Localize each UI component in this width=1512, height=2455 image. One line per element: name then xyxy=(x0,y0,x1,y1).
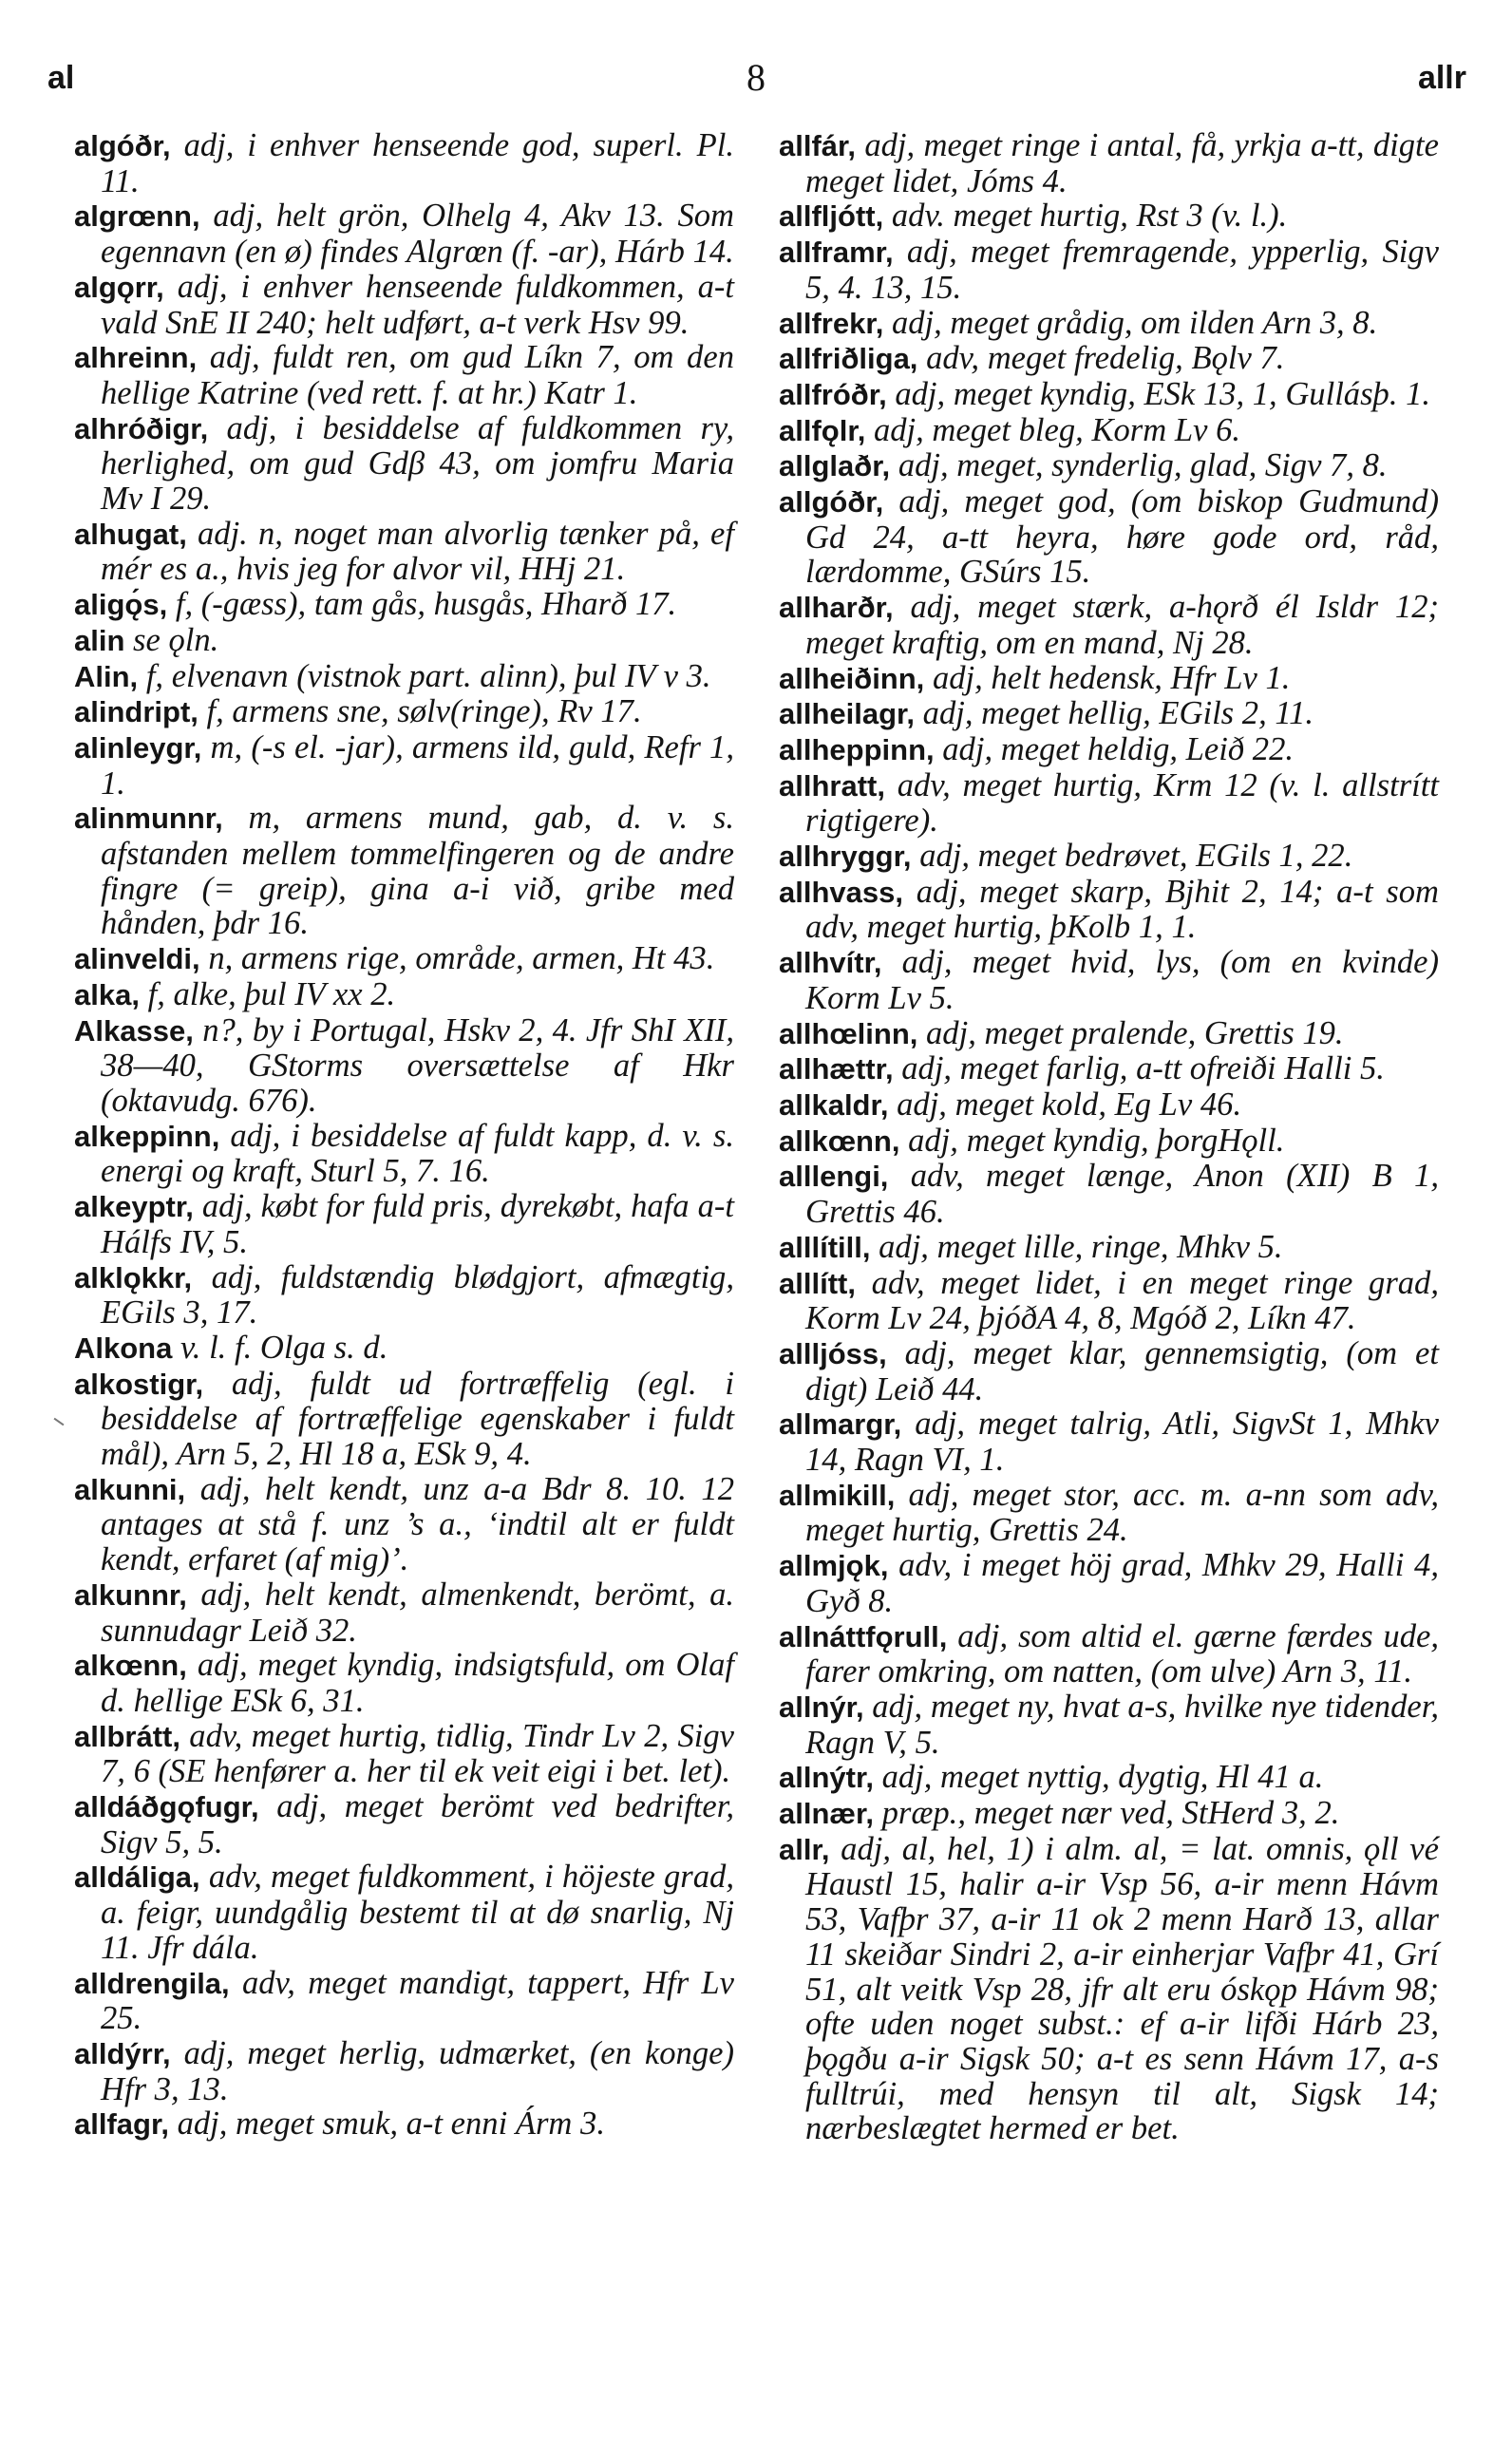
entry-definition: adj, meget heldig, Leið 22. xyxy=(934,730,1295,767)
entry-headword: allnýtr, xyxy=(779,1761,874,1795)
dictionary-entry xyxy=(74,270,734,340)
dictionary-entry xyxy=(779,198,1439,235)
entry-headword: allheiðinn, xyxy=(779,661,925,695)
entry-headword: alhreinn, xyxy=(74,341,198,375)
entry-definition: adj, meget kyndig, indsigtsfuld, om Olaf d. hellige ESk 6, 31. xyxy=(101,1647,734,1719)
entry-definition: se ǫln. xyxy=(124,621,219,658)
entry-definition: adj, købt for fuld pris, dyrekøbt, hafa a-t Hálfs IV, 5. xyxy=(101,1188,734,1260)
dictionary-entry xyxy=(74,1260,734,1331)
entry-definition: f, armens sne, sølv(ringe), Rv 17. xyxy=(198,693,642,730)
entry-headword: allfriðliga, xyxy=(779,342,918,376)
entry-headword: allheppinn, xyxy=(779,732,935,766)
dictionary-entry xyxy=(74,1013,734,1119)
entry-definition: adj, helt kendt, unz a-a Bdr 8. 10. 12 antages at stå f. unz ’s a., ‘indtil alt er fuldt kendt, erfaret (af mig)’. xyxy=(101,1470,734,1578)
entry-definition: adj, meget grådig, om ilden Arn 3, 8. xyxy=(883,304,1378,341)
entry-definition: m, (-s el. -jar), armens ild, guld, Refr 1, 1. xyxy=(101,728,734,802)
entry-definition: adj, meget nyttig, dygtig, Hl 41 a. xyxy=(873,1759,1324,1796)
entry-headword: allnáttfǫrull, xyxy=(779,1619,948,1653)
dictionary-entry xyxy=(74,198,734,269)
entry-definition: adj, helt kendt, almenkendt, berömt, a. sunnudagr Leið 32. xyxy=(101,1576,734,1649)
entry-headword: allmargr, xyxy=(779,1407,902,1442)
entry-definition: adj, meget farlig, a-tt ofreiði Halli 5. xyxy=(893,1050,1385,1087)
entry-headword: Alkasse, xyxy=(74,1013,194,1048)
entry-headword: Alin, xyxy=(74,659,139,693)
dictionary-entry xyxy=(74,2036,734,2106)
dictionary-entry xyxy=(779,1478,1439,1548)
entry-definition: adj, meget bedrøvet, EGils 1, 22. xyxy=(911,838,1353,875)
entry-headword: allhryggr, xyxy=(779,840,912,874)
dictionary-entry xyxy=(779,590,1439,660)
dictionary-entry xyxy=(779,1690,1439,1760)
entry-headword: alhróðigr, xyxy=(74,411,209,445)
entry-headword: allfǫlr, xyxy=(779,413,866,447)
entry-headword: aligǫ́s, xyxy=(74,588,168,622)
entry-definition: adj, meget fremragende, ypperlig, Sigv 5, 4. 13, 15. xyxy=(805,234,1439,306)
entry-headword: alinleygr, xyxy=(74,730,202,765)
entry-definition: adj, fuldstændig blødgjort, afmægtig, EGils 3, 17. xyxy=(101,1258,734,1331)
entry-definition: adj, meget stor, acc. m. a-nn som adv, meget hurtig, Grettis 24. xyxy=(805,1476,1439,1549)
dictionary-entry xyxy=(779,448,1439,484)
dictionary-entry xyxy=(74,1789,734,1860)
entry-headword: alinveldi, xyxy=(74,942,200,976)
entry-headword: allhœlinn, xyxy=(779,1016,918,1050)
header-first-entry: al xyxy=(47,60,75,96)
entry-definition: f, (-gæss), tam gås, husgås, Hharð 17. xyxy=(167,586,677,623)
entry-headword: alldrengila, xyxy=(74,1966,230,2000)
entry-headword: allhvass, xyxy=(779,875,903,909)
entry-headword: allfljótt, xyxy=(779,199,884,234)
dictionary-entry xyxy=(779,1051,1439,1087)
entry-headword: allnær, xyxy=(779,1797,874,1831)
entry-definition: adv, i meget höj grad, Mhkv 29, Halli 4, Gyð 8. xyxy=(805,1547,1439,1619)
entry-headword: alkunnr, xyxy=(74,1577,187,1612)
entry-definition: adv, meget mandigt, tappert, Hfr Lv 25. xyxy=(101,1964,734,2037)
entry-headword: allhratt, xyxy=(779,768,885,803)
dictionary-entry xyxy=(74,1577,734,1648)
dictionary-entry xyxy=(74,1648,734,1718)
entry-headword: allheilagr, xyxy=(779,697,916,731)
entry-headword: allnýr, xyxy=(779,1690,864,1724)
entry-headword: algóðr, xyxy=(74,129,171,162)
entry-headword: allr, xyxy=(779,1832,830,1866)
dictionary-entry xyxy=(779,732,1439,768)
entry-definition: adj, meget skarp, Bjhit 2, 14; a-t som adv, meget hurtig, þKolb 1, 1. xyxy=(805,873,1439,946)
entry-definition: adv, meget længe, Anon (XII) B 1, Grettis 46. xyxy=(805,1158,1439,1231)
entry-definition: adj, i besiddelse af fuldkommen ry, herlighed, om gud Gdβ 43, om jomfru Maria Mv I 29. xyxy=(101,409,734,518)
dictionary-entry xyxy=(74,801,734,941)
dictionary-entry xyxy=(779,341,1439,377)
dictionary-entry xyxy=(74,2106,734,2143)
dictionary-entry xyxy=(74,941,734,977)
scan-mark xyxy=(54,1418,65,1426)
dictionary-entry xyxy=(74,411,734,517)
dictionary-entry xyxy=(779,413,1439,449)
entry-definition: n, armens rige, område, armen, Ht 43. xyxy=(199,940,715,977)
entry-headword: allmjǫk, xyxy=(779,1549,889,1583)
dictionary-entry xyxy=(779,377,1439,413)
entry-headword: allfár, xyxy=(779,129,856,162)
entry-headword: alkeyptr, xyxy=(74,1190,194,1224)
dictionary-entry xyxy=(779,1832,1439,2146)
dictionary-entry xyxy=(779,306,1439,342)
dictionary-entry xyxy=(779,1619,1439,1690)
entry-definition: adj, meget lille, ringe, Mhkv 5. xyxy=(870,1228,1283,1265)
dictionary-entry xyxy=(779,1407,1439,1477)
dictionary-entry xyxy=(779,1124,1439,1160)
entry-headword: alllengi, xyxy=(779,1160,889,1194)
entry-headword: allframr, xyxy=(779,236,894,270)
entry-headword: allfrekr, xyxy=(779,306,884,340)
entry-headword: alkœnn, xyxy=(74,1649,187,1683)
entry-headword: allhættr, xyxy=(779,1052,894,1086)
dictionary-entry xyxy=(779,1016,1439,1052)
dictionary-entry xyxy=(74,659,734,695)
entry-definition: adj, helt hedensk, Hfr Lv 1. xyxy=(924,659,1291,696)
entry-definition: adj, i enhver henseende fuldkommen, a-t vald SnE II 240; helt udført, a-t verk Hsv 99. xyxy=(101,268,734,341)
dictionary-entry xyxy=(74,730,734,801)
entry-definition: adv, meget hurtig, tidlig, Tindr Lv 2, Sigv 7, 6 (SE henfører a. her til ek veit eigi i bet. let). xyxy=(101,1717,734,1790)
entry-headword: allfróðr, xyxy=(779,377,887,411)
entry-definition: adj, fuldt ud fortræffelig (egl. i besiddelse af fortræffelige egenskaber i fuldt mål), Arn 5, 2, Hl 18 a, ESk 9, 4. xyxy=(101,1365,734,1473)
entry-headword: alldýrr, xyxy=(74,2036,171,2070)
entry-definition: adv, meget fuldkomment, i höjeste grad, a. feigr, uundgålig bestemt til at dø snarlig, Nj 11. Jfr dála. xyxy=(101,1859,734,1966)
dictionary-entry xyxy=(74,623,734,659)
entry-definition: adj, meget hellig, EGils 2, 11. xyxy=(915,695,1314,732)
entry-definition: adj, helt grön, Olhelg 4, Akv 13. Som egennavn (en ø) findes Algrœn (f. -ar), Hárb 14. xyxy=(101,198,734,271)
entry-headword: alka, xyxy=(74,977,140,1011)
entry-headword: algrœnn, xyxy=(74,199,200,234)
entry-definition: adj, meget ringe i antal, få, yrkja a-tt, digte meget lidet, Jóms 4. xyxy=(805,127,1439,199)
entry-headword: alllítill, xyxy=(779,1230,871,1264)
entry-definition: adv, meget lidet, i en meget ringe grad, Korm Lv 24, þjóðA 4, 8, Mgóð 2, Líkn 47. xyxy=(805,1264,1439,1337)
entry-headword: allljóss, xyxy=(779,1336,887,1370)
entry-definition: adj, meget berömt ved bedrifter, Sigv 5, 5. xyxy=(101,1788,734,1860)
entry-definition: adv. meget hurtig, Rst 3 (v. l.). xyxy=(883,198,1288,235)
entry-definition: f, elvenavn (vistnok part. alinn), þul IV v 3. xyxy=(138,657,711,694)
entry-definition: adj, meget kyndig, þorgHǫll. xyxy=(899,1122,1285,1159)
dictionary-entry xyxy=(74,1966,734,2036)
entry-definition: adj, meget herlig, udmærket, (en konge) Hfr 3, 13. xyxy=(101,2034,734,2107)
entry-headword: allkaldr, xyxy=(779,1087,889,1122)
entry-definition: adv, meget hurtig, Krm 12 (v. l. allstrítt rigtigere). xyxy=(805,766,1439,840)
entry-headword: allbrátt, xyxy=(74,1719,180,1753)
dictionary-entry xyxy=(779,945,1439,1015)
entry-headword: alinmunnr, xyxy=(74,802,223,836)
entry-headword: allhvítr, xyxy=(779,946,882,980)
entry-definition: adj, som altid el. gærne færdes ude, farer omkring, om natten, (om ulve) Arn 3, 11. xyxy=(805,1617,1439,1690)
entry-headword: alldáliga, xyxy=(74,1860,200,1895)
header-last-entry: allr xyxy=(1417,60,1466,96)
entry-definition: adj, fuldt ren, om gud Líkn 7, om den hellige Katrine (ved rett. f. at hr.) Katr 1. xyxy=(101,339,734,411)
entry-headword: allfagr, xyxy=(74,2107,169,2142)
entry-headword: allglaðr, xyxy=(779,449,891,483)
dictionary-entry xyxy=(74,1119,734,1189)
entry-definition: adj, al, hel, 1) i alm. al, = lat. omnis, ǫll vé Haustl 15, halir a-ir Vsp 56, a-ir menn Hávm 53, Vafþr 37, a-ir 11 ok 2 menn Harð 13, allar 11 skeiðar Sindri 2, a-ir einherjar Vafþr 41, Grí 51, alt veitk Vsp 28, jfr alt eru óskǫp Hávm 98; ofte uden noget subst.: ef a-ir lifði Hárb 23, þǫgðu a-ir Sigsk 50; a-t es senn Hávm 17, a-s fulltrúi, med hensyn til alt, Sigsk 14; nærbeslægtet hermed er bet. xyxy=(805,1830,1439,2147)
entry-headword: algǫrr, xyxy=(74,270,164,304)
dictionary-entry xyxy=(779,1159,1439,1229)
dictionary-entry xyxy=(74,1331,734,1367)
right-column xyxy=(779,128,1439,2146)
entry-headword: alklǫkkr, xyxy=(74,1260,193,1294)
entry-headword: allkœnn, xyxy=(779,1124,900,1158)
page-number: 8 xyxy=(747,56,765,99)
entry-headword: Alkona xyxy=(74,1331,173,1365)
dictionary-entry xyxy=(779,235,1439,305)
dictionary-entry xyxy=(74,1189,734,1259)
entry-definition: adj, meget ny, hvat a-s, hvilke nye tidender, Ragn V, 5. xyxy=(805,1688,1439,1761)
entry-headword: alindript, xyxy=(74,695,198,729)
entry-headword: alin xyxy=(74,623,125,657)
entry-headword: allgóðr, xyxy=(779,485,884,519)
left-column xyxy=(74,128,734,2143)
dictionary-entry xyxy=(74,977,734,1013)
dictionary-entry xyxy=(74,517,734,587)
entry-definition: adj, meget god, (om biskop Gudmund) Gd 24, a-tt heyra, høre gode ord, råd, lærdomme, GSúrs 15. xyxy=(805,483,1439,591)
entry-definition: adj, i besiddelse af fuldt kapp, d. v. s. energi og kraft, Sturl 5, 7. 16. xyxy=(101,1117,734,1190)
entry-definition: adj, meget kold, Eg Lv 46. xyxy=(888,1086,1242,1123)
dictionary-entry xyxy=(779,1548,1439,1618)
dictionary-entry xyxy=(779,1230,1439,1266)
entry-definition: præp., meget nær ved, StHerd 3, 2. xyxy=(873,1795,1340,1832)
dictionary-entry xyxy=(779,875,1439,945)
entry-headword: allmikill, xyxy=(779,1478,896,1512)
entry-definition: f, alke, þul IV xx 2. xyxy=(139,975,396,1012)
dictionary-entry xyxy=(779,839,1439,875)
dictionary-entry xyxy=(779,768,1439,839)
entry-headword: alllítt, xyxy=(779,1266,856,1300)
dictionary-entry xyxy=(74,340,734,410)
dictionary-entry xyxy=(779,1760,1439,1796)
entry-definition: adj, meget klar, gennemsigtig, (om et digt) Leið 44. xyxy=(805,1334,1439,1407)
entry-definition: adj, meget hvid, lys, (om en kvinde) Korm Lv 5. xyxy=(805,944,1439,1016)
dictionary-entry xyxy=(779,1087,1439,1124)
running-header xyxy=(0,55,1512,101)
dictionary-entry xyxy=(74,587,734,623)
dictionary-entry xyxy=(779,1336,1439,1407)
dictionary-entry xyxy=(779,696,1439,732)
dictionary-entry xyxy=(779,128,1439,198)
entry-definition: v. l. f. Olga s. d. xyxy=(172,1329,388,1366)
entry-definition: adj, meget talrig, Atli, SigvSt 1, Mhkv 14, Ragn VI, 1. xyxy=(805,1406,1439,1479)
entry-definition: adv, meget fredelig, Bǫlv 7. xyxy=(917,340,1285,377)
entry-definition: n?, by i Portugal, Hskv 2, 4. Jfr ShI XII, 38—40, GStorms oversættelse af Hkr (oktavudg. 676). xyxy=(101,1011,734,1119)
dictionary-entry xyxy=(779,1796,1439,1832)
dictionary-entry xyxy=(74,694,734,730)
entry-headword: alkostigr, xyxy=(74,1367,204,1401)
entry-definition: adj. n, noget man alvorlig tænker på, ef mér es a., hvis jeg for alvor vil, HHj 21. xyxy=(101,515,734,588)
dictionary-entry xyxy=(779,661,1439,697)
entry-definition: adj, meget bleg, Korm Lv 6. xyxy=(865,411,1241,448)
dictionary-entry xyxy=(74,1719,734,1789)
entry-definition: adj, meget stærk, a-hǫrð él Isldr 12; meget kraftig, om en mand, Nj 28. xyxy=(805,589,1439,661)
entry-definition: adj, i enhver henseende god, superl. Pl. 11. xyxy=(101,127,734,199)
entry-definition: adj, meget, synderlig, glad, Sigv 7, 8. xyxy=(890,447,1388,484)
entry-headword: alldáðgǫfugr, xyxy=(74,1790,259,1824)
dictionary-entry xyxy=(779,484,1439,590)
entry-headword: alkeppinn, xyxy=(74,1119,220,1153)
entry-definition: adj, meget pralende, Grettis 19. xyxy=(917,1014,1344,1051)
entry-definition: adj, meget smuk, a-t enni Árm 3. xyxy=(168,2106,605,2143)
entry-headword: alkunni, xyxy=(74,1472,186,1506)
dictionary-entry xyxy=(779,1266,1439,1336)
dictionary-entry xyxy=(74,1367,734,1472)
dictionary-entry xyxy=(74,1472,734,1577)
entry-definition: m, armens mund, gab, d. v. s. afstanden mellem tommelfingeren og de andre fingre (= greip), gina a-i við, gribe med hånden, þdr 16. xyxy=(101,800,734,942)
entry-headword: allharðr, xyxy=(779,591,894,625)
entry-headword: alhugat, xyxy=(74,517,187,551)
dictionary-entry xyxy=(74,1860,734,1965)
dictionary-entry xyxy=(74,128,734,198)
entry-definition: adj, meget kyndig, ESk 13, 1, Gullásþ. 1. xyxy=(886,375,1431,412)
